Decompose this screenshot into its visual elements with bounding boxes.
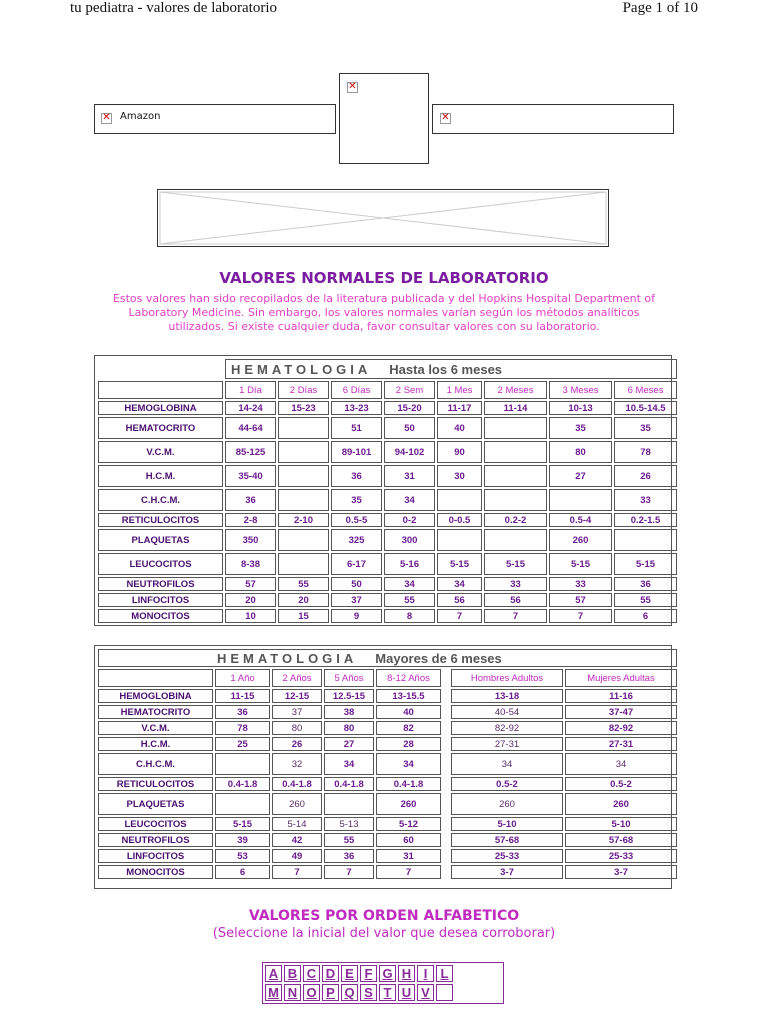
column-spacer [443,705,449,719]
table-cell: 33 [614,489,677,511]
table-row [98,441,677,463]
table-cell: 53 [215,849,270,863]
hematology-table-infants [94,355,672,626]
table-cell: 260 [565,793,677,815]
header-blank [98,669,213,687]
column-header: 3 Meses [549,381,612,399]
letter-link-i[interactable]: I [417,965,434,982]
row-label: LINFOCITOS [98,593,223,607]
table-cell: 40-54 [451,705,563,719]
table-cell: 36 [614,577,677,591]
table-cell: 56 [437,593,482,607]
table-cell: 13-15.5 [376,689,441,703]
table-cell: 11-14 [484,401,547,415]
table-cell: 0.5-4 [549,513,612,527]
column-spacer [443,753,449,775]
row-label: HEMATOCRITO [98,417,223,439]
table-cell: 26 [272,737,322,751]
table-cell: 25 [215,737,270,751]
alphabet-row [265,984,501,1001]
table-cell: 82-92 [451,721,563,735]
row-label: H.C.M. [98,737,213,751]
table-cell: 31 [384,465,435,487]
table-cell [484,489,547,511]
table-row [98,593,677,607]
table-cell: 89-101 [331,441,382,463]
table-cell [215,753,270,775]
letter-empty [436,984,453,1001]
table-cell [437,529,482,551]
table-row [98,777,677,791]
row-label: RETICULOCITOS [98,777,213,791]
table-cell: 2-10 [278,513,329,527]
table-cell: 260 [451,793,563,815]
letter-link-e[interactable]: E [341,965,358,982]
table-row [98,417,677,439]
table-cell: 33 [484,577,547,591]
ad-label: Amazon [120,111,161,122]
table-cell: 36 [324,849,374,863]
column-spacer [443,849,449,863]
table-cell: 35 [549,417,612,439]
table-cell: 25-33 [451,849,563,863]
table-cell: 14-24 [225,401,276,415]
table-row [98,705,677,719]
table-cell: 85-125 [225,441,276,463]
table-cell: 9 [331,609,382,623]
row-label: V.C.M. [98,441,223,463]
row-label: PLAQUETAS [98,793,213,815]
table-cell: 26 [614,465,677,487]
row-label: HEMOGLOBINA [98,689,213,703]
row-label: LEUCOCITOS [98,817,213,831]
table-cell: 25-33 [565,849,677,863]
column-header: 2 Sem [384,381,435,399]
table-cell: 31 [376,849,441,863]
table-cell: 28 [376,737,441,751]
table-cell: 51 [331,417,382,439]
table-cell: 33 [549,577,612,591]
letter-link-d[interactable]: D [322,965,339,982]
page-header-title: tu pediatra - valores de laboratorio [70,0,277,16]
hematology-table-children [94,645,672,889]
table-cell: 35-40 [225,465,276,487]
caption-main: HEMATOLOGIA [231,361,372,377]
row-label: RETICULOCITOS [98,513,223,527]
letter-link-l[interactable]: L [436,965,453,982]
table-cell: 260 [549,529,612,551]
table-row [98,793,677,815]
row-label: PLAQUETAS [98,529,223,551]
table-cell: 55 [384,593,435,607]
column-header: 2 Años [272,669,322,687]
image-placeholder-icon [158,190,608,246]
table-cell: 0.2-2 [484,513,547,527]
page-number: Page 1 of 10 [622,0,698,16]
table-cell: 20 [225,593,276,607]
table-cell: 37 [331,593,382,607]
table-cell: 44-64 [225,417,276,439]
table-cell [278,529,329,551]
alphabet-index [262,962,504,1004]
table-cell: 34 [437,577,482,591]
table-row [98,489,677,511]
letter-link-s[interactable]: S [360,984,377,1001]
table-cell [324,793,374,815]
table-row [98,753,677,775]
table-cell [278,465,329,487]
column-spacer [443,833,449,847]
table-cell: 60 [376,833,441,847]
table-cell: 3-7 [565,865,677,879]
table-cell: 80 [324,721,374,735]
table-cell: 57 [549,593,612,607]
letter-link-a[interactable]: A [265,965,282,982]
table-cell: 0.4-1.8 [272,777,322,791]
table-row [98,529,677,551]
letter-link-m[interactable]: M [265,984,282,1001]
letter-link-q[interactable]: Q [341,984,358,1001]
table-row [98,817,677,831]
table-cell [484,441,547,463]
table-row [98,513,677,527]
table-cell: 5-10 [451,817,563,831]
table-cell: 30 [437,465,482,487]
table-cell: 5-15 [437,553,482,575]
letter-link-p[interactable]: P [322,984,339,1001]
table-cell: 37-47 [565,705,677,719]
table-cell: 0.5-2 [565,777,677,791]
column-header: 1 Año [215,669,270,687]
table-cell: 7 [324,865,374,879]
table-row [98,577,677,591]
caption-sub: Mayores de 6 meses [375,650,502,666]
table-cell: 15 [278,609,329,623]
column-spacer [443,817,449,831]
table-cell: 36 [331,465,382,487]
table-cell: 42 [272,833,322,847]
caption-main: HEMATOLOGIA [217,650,358,666]
table-cell [215,793,270,815]
table-cell: 34 [324,753,374,775]
table-cell: 0.4-1.8 [324,777,374,791]
table-cell: 57 [225,577,276,591]
row-label: MONOCITOS [98,609,223,623]
hematology-table-grid [96,357,679,625]
column-header: 2 Meses [484,381,547,399]
column-header: Hombres Adultos [451,669,563,687]
table-cell: 10 [225,609,276,623]
table-cell [484,417,547,439]
hematology-table-grid [96,647,679,881]
alphabet-subtitle: (Seleccione la inicial del valor que desea corroborar) [212,926,556,941]
table-cell: 40 [376,705,441,719]
ad-banner-wide[interactable] [157,189,609,247]
column-spacer [443,737,449,751]
table-cell: 5-15 [549,553,612,575]
table-cell: 90 [437,441,482,463]
table-row [98,553,677,575]
table-cell: 7 [549,609,612,623]
table-cell: 6 [614,609,677,623]
table-cell: 7 [376,865,441,879]
alphabet-title: VALORES POR ORDEN ALFABETICO [248,908,520,924]
table-cell: 12.5-15 [324,689,374,703]
table-cell: 0-2 [384,513,435,527]
row-label: NEUTROFILOS [98,577,223,591]
table-cell: 12-15 [272,689,322,703]
table-cell: 11-16 [565,689,677,703]
table-cell [278,489,329,511]
table-cell: 50 [331,577,382,591]
table-cell: 350 [225,529,276,551]
table-cell: 5-10 [565,817,677,831]
table-cell [278,441,329,463]
table-cell: 300 [384,529,435,551]
column-spacer [443,865,449,879]
table-cell: 36 [225,489,276,511]
row-label: MONOCITOS [98,865,213,879]
table-cell: 5-15 [215,817,270,831]
table-cell: 13-18 [451,689,563,703]
table-cell: 36 [215,705,270,719]
row-label: LEUCOCITOS [98,553,223,575]
ad-banner-right[interactable] [432,104,674,134]
table-cell: 11-17 [437,401,482,415]
letter-link-f[interactable]: F [360,965,377,982]
table-cell: 78 [614,441,677,463]
broken-image-icon [101,113,112,124]
table-row [98,849,677,863]
table-cell: 34 [376,753,441,775]
table-cell [278,553,329,575]
table-cell: 20 [278,593,329,607]
table-cell: 6 [215,865,270,879]
table-cell: 34 [565,753,677,775]
table-caption [98,649,677,667]
table-cell: 35 [614,417,677,439]
table-cell: 78 [215,721,270,735]
table-cell: 27-31 [451,737,563,751]
table-cell: 5-16 [384,553,435,575]
row-label: H.C.M. [98,465,223,487]
table-cell: 15-23 [278,401,329,415]
table-cell: 35 [331,489,382,511]
table-cell: 5-12 [376,817,441,831]
table-row [98,737,677,751]
column-header: 6 Meses [614,381,677,399]
table-cell: 80 [549,441,612,463]
table-cell: 82 [376,721,441,735]
ad-banner-center[interactable] [339,73,429,164]
letter-link-o[interactable]: O [303,984,320,1001]
row-label: HEMATOCRITO [98,705,213,719]
letter-link-u[interactable]: U [398,984,415,1001]
table-cell: 260 [376,793,441,815]
table-cell: 10.5-14.5 [614,401,677,415]
header-blank [98,381,223,399]
table-cell [484,465,547,487]
table-cell: 32 [272,753,322,775]
letter-link-c[interactable]: C [303,965,320,982]
table-cell: 55 [614,593,677,607]
table-cell: 57-68 [451,833,563,847]
table-cell: 57-68 [565,833,677,847]
table-cell: 5-13 [324,817,374,831]
caption-sub: Hasta los 6 meses [389,361,503,377]
table-cell: 7 [484,609,547,623]
table-row [98,465,677,487]
broken-image-icon [347,82,358,93]
table-row [98,689,677,703]
row-label: LINFOCITOS [98,849,213,863]
table-cell: 0.4-1.8 [376,777,441,791]
letter-link-h[interactable]: H [398,965,415,982]
table-caption [225,359,677,379]
table-cell: 0.5-2 [451,777,563,791]
table-row [98,833,677,847]
table-row [98,721,677,735]
table-cell: 2-8 [225,513,276,527]
table-cell: 15-20 [384,401,435,415]
page-title: VALORES NORMALES DE LABORATORIO [219,269,549,287]
table-row [98,609,677,623]
row-label: C.H.C.M. [98,753,213,775]
table-cell: 5-15 [484,553,547,575]
table-row [98,865,677,879]
table-cell: 6-17 [331,553,382,575]
column-spacer [443,721,449,735]
row-label: C.H.C.M. [98,489,223,511]
table-cell: 82-92 [565,721,677,735]
column-header: 1 Mes [437,381,482,399]
row-label: HEMOGLOBINA [98,401,223,415]
table-cell: 0-0.5 [437,513,482,527]
table-cell: 50 [384,417,435,439]
table-cell: 34 [384,577,435,591]
table-cell: 8-38 [225,553,276,575]
table-cell: 80 [272,721,322,735]
table-cell: 56 [484,593,547,607]
table-cell: 5-15 [614,553,677,575]
table-cell: 0.5-5 [331,513,382,527]
letter-link-b[interactable]: B [284,965,301,982]
column-header: 5 Años [324,669,374,687]
alphabet-row [265,965,501,982]
table-cell [549,489,612,511]
table-cell: 8 [384,609,435,623]
column-header: 8-12 Años [376,669,441,687]
row-label: NEUTROFILOS [98,833,213,847]
broken-image-icon [440,113,451,124]
table-cell: 11-15 [215,689,270,703]
table-cell: 0.2-1.5 [614,513,677,527]
table-cell: 7 [437,609,482,623]
table-cell: 55 [278,577,329,591]
table-cell: 38 [324,705,374,719]
table-cell: 34 [384,489,435,511]
table-cell [484,529,547,551]
column-header: 6 Días [331,381,382,399]
column-header: Mujeres Adultas [565,669,677,687]
row-label: V.C.M. [98,721,213,735]
table-cell: 37 [272,705,322,719]
table-cell [278,417,329,439]
table-cell: 5-14 [272,817,322,831]
table-cell: 7 [272,865,322,879]
table-cell: 55 [324,833,374,847]
table-cell: 94-102 [384,441,435,463]
table-cell: 34 [451,753,563,775]
table-cell: 39 [215,833,270,847]
table-cell [437,489,482,511]
ad-banner-left[interactable] [94,104,336,134]
table-cell: 49 [272,849,322,863]
table-cell: 0.4-1.8 [215,777,270,791]
table-cell: 260 [272,793,322,815]
table-cell: 40 [437,417,482,439]
table-corner [98,359,223,379]
column-spacer [443,669,449,687]
column-spacer [443,793,449,815]
column-spacer [443,777,449,791]
letter-link-v[interactable]: V [417,984,434,1001]
table-cell: 27-31 [565,737,677,751]
table-cell: 325 [331,529,382,551]
table-cell [614,529,677,551]
letter-link-n[interactable]: N [284,984,301,1001]
table-cell: 3-7 [451,865,563,879]
letter-link-t[interactable]: T [379,984,396,1001]
table-cell: 13-23 [331,401,382,415]
table-cell: 27 [549,465,612,487]
column-spacer [443,689,449,703]
table-row [98,401,677,415]
column-header: 1 Día [225,381,276,399]
intro-text: Estos valores han sido recopilados de la literatura publicada y del Hopkins Hospital Department of Laboratory Medicine. Sin embargo, los valores normales varían según los métodos analíticos utilizados. Si existe cualquier duda, favor consultar valores con su laboratorio. [112,292,656,333]
column-header: 2 Días [278,381,329,399]
table-cell: 10-13 [549,401,612,415]
table-cell: 27 [324,737,374,751]
letter-link-g[interactable]: G [379,965,396,982]
